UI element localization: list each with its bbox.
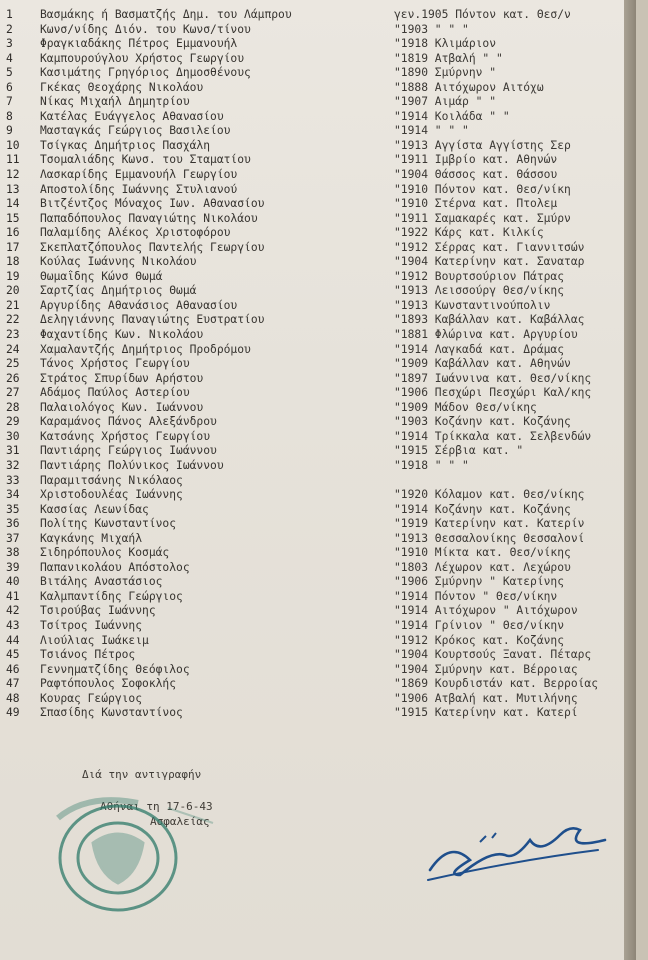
list-item: [0, 692, 636, 707]
person-name: Βιτζέντζος Μόναχος Ιων. Αθανασίου: [40, 197, 265, 211]
birth-info: "1912 Βουρτσούριον Πάτρας: [394, 269, 565, 283]
person-name: Φραγκιαδάκης Πέτρος Εμμανουήλ: [40, 37, 238, 51]
birth-info: "1910 Στέρνα κατ. Πτολεμ: [394, 197, 558, 211]
birth-info: "1909 Καβάλλαν κατ. Αθηνών: [394, 357, 571, 371]
person-name: Τσιάνος Πέτρος: [40, 648, 136, 662]
person-name: Τσίτρος Ιωάννης: [40, 618, 143, 632]
list-item: [0, 81, 636, 96]
person-name: Κατέλας Ευάγγελος Αθανασίου: [40, 109, 224, 123]
birth-info: "1890 Σμύρνην ": [394, 66, 497, 80]
list-item: [0, 517, 636, 532]
person-name: Πολίτης Κωνσταντίνος: [40, 517, 177, 531]
list-item: [0, 66, 636, 81]
row-number: 45: [6, 648, 20, 662]
birth-info: "1914 Τρίκκαλα κατ. Σελβενδών: [394, 429, 592, 443]
page-edge: [624, 0, 636, 960]
row-number: 10: [6, 138, 20, 152]
list-item: [0, 474, 636, 489]
row-number: 1: [6, 8, 13, 21]
list-item: [0, 619, 636, 634]
birth-info: "1914 Αιτόχωρον " Αιτόχωρον: [394, 604, 578, 618]
birth-info: "1919 Κατερίνην κατ. Κατερίν: [394, 517, 585, 531]
person-name: Κασσίας Λεωνίδας: [40, 502, 149, 516]
list-item: [0, 648, 636, 663]
row-number: 49: [6, 706, 20, 720]
person-name: Γεννηματζίδης Θεόφιλος: [40, 662, 190, 676]
birth-info: "1904 Σμύρνην κατ. Βέρροιας: [394, 662, 578, 676]
row-number: 19: [6, 269, 20, 283]
list-item: [0, 23, 636, 38]
person-name: Αργυρίδης Αθανάσιος Αθανασίου: [40, 298, 238, 312]
list-item: [0, 343, 636, 358]
birth-info: "1920 Κόλαμον κατ. Θεσ/νίκης: [394, 488, 585, 502]
list-item: [0, 459, 636, 474]
list-item: [0, 153, 636, 168]
person-name: Σπασίδης Κωνσταντίνος: [40, 706, 183, 720]
list-item: [0, 663, 636, 678]
list-item: [0, 52, 636, 67]
row-number: 39: [6, 560, 20, 574]
person-name: Σαρτζίας Δημήτριος Θωμά: [40, 284, 197, 298]
person-name: Αδάμος Παύλος Αστερίου: [40, 386, 190, 400]
row-number: 8: [6, 109, 13, 123]
list-item: [0, 212, 636, 227]
birth-info: "1914 " " ": [394, 124, 469, 138]
row-number: 43: [6, 618, 20, 632]
birth-info: "1915 Σέρβια κατ. ": [394, 444, 524, 458]
row-number: 30: [6, 429, 20, 443]
row-number: 36: [6, 517, 20, 531]
list-item: [0, 241, 636, 256]
list-item: [0, 284, 636, 299]
row-number: 6: [6, 80, 13, 94]
row-number: 14: [6, 197, 20, 211]
list-item: [0, 503, 636, 518]
person-name: Παλαμίδης Αλέκος Χριστοφόρου: [40, 226, 231, 240]
list-item: [0, 328, 636, 343]
row-number: 4: [6, 51, 13, 65]
birth-info: "1914 Γρίνιον " Θεσ/νίκην: [394, 618, 565, 632]
list-item: [0, 677, 636, 692]
person-name: Καραμάνος Πάνος Αλεξάνδρου: [40, 415, 217, 429]
birth-info: "1918 Κλιμάριον: [394, 37, 497, 51]
birth-info: "1915 Κατερίνην κατ. Κατερί: [394, 706, 578, 720]
birth-info: "1803 Λέχωρον κατ. Λεχώρου: [394, 560, 571, 574]
birth-info: "1911 Ιμβρίο κατ. Αθηνών: [394, 153, 558, 167]
birth-info: "1893 Καβάλλαν κατ. Καβάλλας: [394, 313, 585, 327]
birth-info: "1906 Ατβαλή κατ. Μυτιλήνης: [394, 691, 578, 705]
list-item: [0, 488, 636, 503]
birth-info: "1913 Λεισσούργ Θεσ/νίκης: [394, 284, 565, 298]
list-item: [0, 590, 636, 605]
person-name: Λασκαρίδης Εμμανουήλ Γεωργίου: [40, 168, 238, 182]
birth-info: "1888 Αιτόχωρον Αιτόχω: [394, 80, 544, 94]
row-number: 25: [6, 357, 20, 371]
office-line: Ασφαλείας: [150, 815, 210, 828]
row-number: 29: [6, 415, 20, 429]
row-number: 33: [6, 473, 20, 487]
person-name: Τσίγκας Δημήτριος Πασχάλη: [40, 138, 211, 152]
row-number: 38: [6, 546, 20, 560]
row-number: 47: [6, 677, 20, 691]
list-item: [0, 95, 636, 110]
person-name: Θωμαΐδης Κώνσ Θωμά: [40, 269, 163, 283]
row-number: 24: [6, 342, 20, 356]
list-item: [0, 8, 636, 23]
row-number: 37: [6, 531, 20, 545]
copy-note: Διά την αντιγραφήν: [82, 768, 202, 781]
list-item: [0, 372, 636, 387]
person-name: Κωνσ/νίδης Διόν. του Κωνσ/τίνου: [40, 22, 251, 36]
birth-info: "1903 " " ": [394, 22, 469, 36]
row-number: 28: [6, 400, 20, 414]
birth-info: "1904 Κατερίνην κατ. Σαναταρ: [394, 255, 585, 269]
list-item: [0, 706, 636, 721]
row-number: 17: [6, 240, 20, 254]
person-name: Μασταγκάς Γεώργιος Βασιλείου: [40, 124, 231, 138]
list-item: [0, 415, 636, 430]
person-name: Παντιάρης Γεώργιος Ιωάννου: [40, 444, 217, 458]
list-item: [0, 430, 636, 445]
list-item: [0, 313, 636, 328]
row-number: 34: [6, 488, 20, 502]
person-name: Παλαιολόγος Κων. Ιωάννου: [40, 400, 204, 414]
birth-info: "1909 Μάδον Θεσ/νίκης: [394, 400, 537, 414]
birth-info: "1881 Φλώρινα κατ. Αργυρίου: [394, 328, 578, 342]
row-number: 40: [6, 575, 20, 589]
birth-info: "1918 " " ": [394, 458, 469, 472]
birth-info: "1904 Κουρτσούς Ξανατ. Πέταρς: [394, 648, 592, 662]
signature: [420, 820, 620, 890]
person-name: Σιδηρόπουλος Κοσμάς: [40, 546, 170, 560]
list-item: [0, 37, 636, 52]
name-list: [0, 8, 636, 721]
birth-info: "1869 Κουρδιστάν κατ. Βερροίας: [394, 677, 599, 691]
birth-info: "1914 Κοιλάδα " ": [394, 109, 510, 123]
birth-info: "1912 Κρόκος κατ. Κοζάνης: [394, 633, 565, 647]
row-number: 3: [6, 37, 13, 51]
official-stamp: [48, 788, 228, 938]
person-name: Κασιμάτης Γρηγόριος Δημοσθένους: [40, 66, 251, 80]
list-item: [0, 546, 636, 561]
person-name: Σκεπλατζόπουλος Παντελής Γεωργίου: [40, 240, 265, 254]
list-item: [0, 168, 636, 183]
list-item: [0, 139, 636, 154]
birth-info: "1913 Κωνσταντινούπολιν: [394, 298, 551, 312]
row-number: 42: [6, 604, 20, 618]
person-name: Στράτος Σπυρίδων Αρήστου: [40, 371, 204, 385]
person-name: Φαχαντίδης Κων. Νικολάου: [40, 328, 204, 342]
row-number: 48: [6, 691, 20, 705]
birth-info: "1914 Πόντον " Θεσ/νίκην: [394, 589, 558, 603]
row-number: 26: [6, 371, 20, 385]
person-name: Καμπουρούγλου Χρήστος Γεωργίου: [40, 51, 245, 65]
row-number: 18: [6, 255, 20, 269]
person-name: Χαμαλαντζής Δημήτριος Προδρόμου: [40, 342, 251, 356]
row-number: 15: [6, 211, 20, 225]
row-number: 7: [6, 95, 13, 109]
birth-info: "1912 Σέρρας κατ. Γιαννιτσών: [394, 240, 585, 254]
person-name: Νίκας Μιχαήλ Δημητρίου: [40, 95, 190, 109]
person-name: Τσιρούβας Ιωάννης: [40, 604, 156, 618]
birth-info: "1906 Πεσχώρι Πεσχώρι Καλ/κης: [394, 386, 592, 400]
list-item: [0, 561, 636, 576]
person-name: Καλμπαντίδης Γεώργιος: [40, 589, 183, 603]
person-name: Παραμιτσάνης Νικόλαος: [40, 473, 183, 487]
date-line: Αθήναι τη 17-6-43: [100, 800, 213, 813]
person-name: Τάνος Χρήστος Γεωργίου: [40, 357, 190, 371]
birth-info: "1907 Αιμάρ " ": [394, 95, 497, 109]
birth-info: "1911 Σαμακαρές κατ. Σμύρν: [394, 211, 571, 225]
birth-info: "1914 Κοζάνην κατ. Κοζάνης: [394, 502, 571, 516]
list-item: [0, 197, 636, 212]
birth-info: "1913 Θεσσαλονίκης Θεσσαλονί: [394, 531, 585, 545]
birth-info: "1897 Ιωάννινα κατ. Θεσ/νίκης: [394, 371, 592, 385]
row-number: 5: [6, 66, 13, 80]
birth-info: "1910 Μίκτα κατ. Θεσ/νίκης: [394, 546, 571, 560]
row-number: 11: [6, 153, 20, 167]
list-item: [0, 124, 636, 139]
person-name: Παντιάρης Πολύνικος Ιωάννου: [40, 458, 224, 472]
list-item: [0, 604, 636, 619]
birth-info: "1922 Κάρς κατ. Κιλκίς: [394, 226, 544, 240]
row-number: 12: [6, 168, 20, 182]
row-number: 31: [6, 444, 20, 458]
list-item: [0, 532, 636, 547]
birth-info: "1819 Ατβαλή " ": [394, 51, 503, 65]
person-name: Τσομαλιάδης Κωνσ. του Σταματίου: [40, 153, 251, 167]
list-item: [0, 634, 636, 649]
birth-info: "1903 Κοζάνην κατ. Κοζάνης: [394, 415, 571, 429]
person-name: Κουρας Γεώργιος: [40, 691, 143, 705]
row-number: 41: [6, 589, 20, 603]
row-number: 27: [6, 386, 20, 400]
person-name: Κούλας Ιωάννης Νικολάου: [40, 255, 197, 269]
person-name: Παπανικολάου Απόστολος: [40, 560, 190, 574]
person-name: Καγκάνης Μιχαήλ: [40, 531, 143, 545]
person-name: Βασμάκης ή Βασματζής Δημ. του Λάμπρου: [40, 8, 292, 21]
row-number: 21: [6, 298, 20, 312]
birth-info: "1910 Πόντον κατ. Θεσ/νίκη: [394, 182, 571, 196]
row-number: 20: [6, 284, 20, 298]
person-name: Γκέκας Θεοχάρης Νικολάου: [40, 80, 204, 94]
list-item: [0, 299, 636, 314]
person-name: Λιούλιας Ιωάκειμ: [40, 633, 149, 647]
list-item: [0, 226, 636, 241]
person-name: Χριστοδουλέας Ιωάννης: [40, 488, 183, 502]
person-name: Δεληγιάννης Παναγιώτης Ευστρατίου: [40, 313, 265, 327]
birth-info: "1914 Λαγκαδά κατ. Δράμας: [394, 342, 565, 356]
row-number: 22: [6, 313, 20, 327]
person-name: Βιτάλης Αναστάσιος: [40, 575, 163, 589]
person-name: Αποστολίδης Ιωάννης Στυλιανού: [40, 182, 238, 196]
list-item: [0, 444, 636, 459]
list-item: [0, 575, 636, 590]
person-name: Παπαδόπουλος Παναγιώτης Νικολάου: [40, 211, 258, 225]
birth-info: "1906 Σμύρνην " Κατερίνης: [394, 575, 565, 589]
birth-info: "1913 Αγγίστα Αγγίστης Σερ: [394, 138, 571, 152]
person-name: Ραφτόπουλος Σοφοκλής: [40, 677, 177, 691]
birth-info: γεν.1905 Πόντον κατ. Θεσ/ν: [394, 8, 571, 21]
row-number: 32: [6, 458, 20, 472]
row-number: 44: [6, 633, 20, 647]
row-number: 16: [6, 226, 20, 240]
row-number: 35: [6, 502, 20, 516]
list-item: [0, 255, 636, 270]
row-number: 46: [6, 662, 20, 676]
row-number: 13: [6, 182, 20, 196]
list-item: [0, 357, 636, 372]
list-item: [0, 270, 636, 285]
row-number: 2: [6, 22, 13, 36]
row-number: 9: [6, 124, 13, 138]
list-item: [0, 183, 636, 198]
person-name: Κατσάνης Χρήστος Γεωργίου: [40, 429, 211, 443]
list-item: [0, 401, 636, 416]
row-number: 23: [6, 328, 20, 342]
list-item: [0, 386, 636, 401]
birth-info: "1904 Θάσσος κατ. Θάσσου: [394, 168, 558, 182]
list-item: [0, 110, 636, 125]
